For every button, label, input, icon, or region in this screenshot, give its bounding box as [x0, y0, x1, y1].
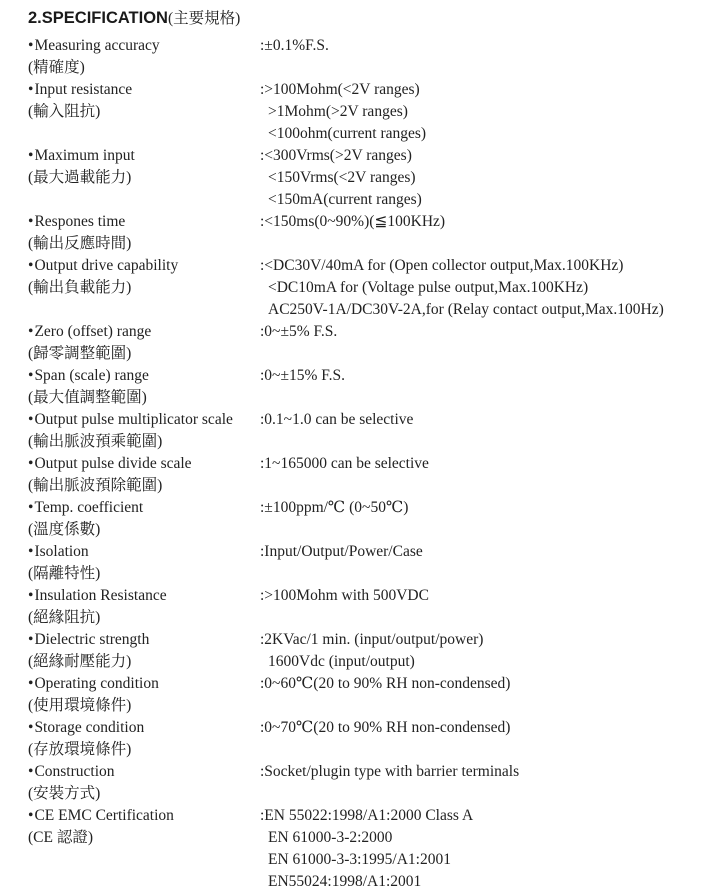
bullet-icon: •	[28, 257, 34, 274]
spec-values	[260, 541, 714, 563]
spec-labels	[28, 79, 260, 123]
spec-labels	[28, 673, 260, 717]
spec-labels	[28, 541, 260, 585]
bullet-icon: •	[28, 499, 34, 516]
spec-label: Insulation Resistance	[34, 587, 167, 604]
spec-values	[260, 321, 714, 343]
spec-label-line	[28, 629, 260, 651]
spec-label-line	[28, 453, 260, 475]
spec-label-line	[28, 79, 260, 101]
heading-title: 2.SPECIFICATION	[28, 9, 168, 27]
spec-row	[28, 255, 714, 321]
spec-labels	[28, 35, 260, 79]
bullet-icon: •	[28, 719, 34, 736]
spec-label-chinese: (溫度係數)	[28, 521, 101, 538]
spec-value: 1600Vdc (input/output)	[268, 653, 415, 670]
spec-row	[28, 35, 714, 79]
spec-label-chinese: (輸入阻抗)	[28, 103, 101, 120]
spec-label-line	[28, 497, 260, 519]
spec-label: Output pulse divide scale	[34, 455, 192, 472]
spec-value: :<DC30V/40mA for (Open collector output,Max.100KHz)	[260, 257, 624, 274]
bullet-icon: •	[28, 675, 34, 692]
spec-labels	[28, 497, 260, 541]
spec-label: Output pulse multiplicator scale	[34, 411, 233, 428]
spec-label-chinese: (安裝方式)	[28, 785, 101, 802]
spec-labels	[28, 453, 260, 497]
spec-value: :1~165000 can be selective	[260, 455, 429, 472]
spec-label: Measuring accuracy	[34, 37, 160, 54]
spec-label: Input resistance	[34, 81, 133, 98]
spec-row	[28, 211, 714, 255]
spec-row	[28, 409, 714, 453]
bullet-icon: •	[28, 543, 34, 560]
spec-label-chinese: (輸出反應時間)	[28, 235, 132, 252]
bullet-icon: •	[28, 763, 34, 780]
spec-values	[260, 673, 714, 695]
spec-label-chinese: (CE 認證)	[28, 829, 94, 846]
spec-label-chinese: (絕緣阻抗)	[28, 609, 101, 626]
spec-label-chinese: (輸出負載能力)	[28, 279, 132, 296]
spec-labels	[28, 629, 260, 673]
spec-label: Maximum input	[34, 147, 135, 164]
spec-label-chinese: (最大過載能力)	[28, 169, 132, 186]
spec-values	[260, 453, 714, 475]
spec-value: EN55024:1998/A1:2001	[268, 873, 422, 890]
spec-label: Construction	[34, 763, 115, 780]
spec-list	[28, 35, 714, 893]
bullet-icon: •	[28, 37, 34, 54]
spec-row	[28, 541, 714, 585]
spec-row	[28, 145, 714, 211]
spec-label-chinese: (絕緣耐壓能力)	[28, 653, 132, 670]
spec-row	[28, 717, 714, 761]
spec-label-line	[28, 211, 260, 233]
spec-label: Storage condition	[34, 719, 145, 736]
spec-labels	[28, 805, 260, 849]
spec-label-chinese: (輸出脈波預乘範圍)	[28, 433, 163, 450]
spec-value: <100ohm(current ranges)	[268, 125, 427, 142]
spec-value: <150mA(current ranges)	[268, 191, 422, 208]
spec-row	[28, 453, 714, 497]
spec-label: Respones time	[34, 213, 126, 230]
spec-label-chinese: (精確度)	[28, 59, 85, 76]
section-heading	[28, 6, 240, 32]
spec-value: :±100ppm/℃ (0~50℃)	[260, 499, 409, 516]
spec-value: :Input/Output/Power/Case	[260, 543, 423, 560]
spec-value: :>100Mohm with 500VDC	[260, 587, 429, 604]
spec-label: Span (scale) range	[34, 367, 149, 384]
spec-label: Dielectric strength	[34, 631, 150, 648]
spec-value: :0~60℃(20 to 90% RH non-condensed)	[260, 675, 511, 692]
bullet-icon: •	[28, 323, 34, 340]
spec-row	[28, 365, 714, 409]
spec-label-line	[28, 409, 260, 431]
spec-label-chinese: (隔離特性)	[28, 565, 101, 582]
spec-values	[260, 145, 714, 211]
spec-values	[260, 409, 714, 431]
spec-label: CE EMC Certification	[34, 807, 174, 824]
spec-values	[260, 79, 714, 145]
spec-value: :0~±5% F.S.	[260, 323, 338, 340]
spec-labels	[28, 585, 260, 629]
spec-label-line	[28, 35, 260, 57]
spec-row	[28, 585, 714, 629]
spec-labels	[28, 717, 260, 761]
spec-label-chinese: (歸零調整範圍)	[28, 345, 132, 362]
spec-value: :<300Vrms(>2V ranges)	[260, 147, 412, 164]
spec-label-line	[28, 321, 260, 343]
spec-values	[260, 761, 714, 783]
spec-label-chinese: (輸出脈波預除範圍)	[28, 477, 163, 494]
spec-value: :0.1~1.0 can be selective	[260, 411, 414, 428]
bullet-icon: •	[28, 587, 34, 604]
bullet-icon: •	[28, 455, 34, 472]
spec-label: Zero (offset) range	[34, 323, 152, 340]
spec-label-chinese: (存放環境條件)	[28, 741, 132, 758]
spec-values	[260, 629, 714, 673]
spec-row	[28, 761, 714, 805]
spec-values	[260, 211, 714, 233]
spec-labels	[28, 211, 260, 255]
spec-labels	[28, 145, 260, 189]
spec-value: EN 61000-3-2:2000	[268, 829, 393, 846]
bullet-icon: •	[28, 81, 34, 98]
spec-label-chinese: (使用環境條件)	[28, 697, 132, 714]
spec-label: Output drive capability	[34, 257, 179, 274]
spec-labels	[28, 761, 260, 805]
spec-values	[260, 35, 714, 57]
spec-label: Isolation	[34, 543, 89, 560]
spec-value: :±0.1%F.S.	[260, 37, 329, 54]
spec-values	[260, 255, 714, 321]
spec-label-line	[28, 585, 260, 607]
spec-values	[260, 717, 714, 739]
spec-value: AC250V-1A/DC30V-2A,for (Relay contact output,Max.100Hz)	[268, 301, 664, 318]
spec-values	[260, 805, 714, 893]
spec-values	[260, 585, 714, 607]
spec-labels	[28, 255, 260, 299]
spec-label-line	[28, 761, 260, 783]
spec-labels	[28, 365, 260, 409]
spec-value: :EN 55022:1998/A1:2000 Class A	[260, 807, 474, 824]
spec-value: :0~±15% F.S.	[260, 367, 345, 384]
spec-row	[28, 321, 714, 365]
heading-title-chinese: (主要規格)	[167, 10, 241, 27]
bullet-icon: •	[28, 807, 34, 824]
spec-value: >1Mohm(>2V ranges)	[268, 103, 408, 120]
spec-row	[28, 79, 714, 145]
spec-row	[28, 673, 714, 717]
spec-label: Temp. coefficient	[34, 499, 144, 516]
spec-label-chinese: (最大值調整範圍)	[28, 389, 147, 406]
spec-values	[260, 365, 714, 387]
bullet-icon: •	[28, 411, 34, 428]
spec-value: :0~70℃(20 to 90% RH non-condensed)	[260, 719, 511, 736]
spec-label: Operating condition	[34, 675, 159, 692]
spec-label-line	[28, 365, 260, 387]
spec-label-line	[28, 255, 260, 277]
spec-value: :<150ms(0~90%)(≦100KHz)	[260, 213, 446, 230]
spec-value: EN 61000-3-3:1995/A1:2001	[268, 851, 451, 868]
bullet-icon: •	[28, 631, 34, 648]
spec-label-line	[28, 541, 260, 563]
spec-values	[260, 497, 714, 519]
spec-value: :>100Mohm(<2V ranges)	[260, 81, 420, 98]
spec-row	[28, 629, 714, 673]
spec-value: <DC10mA for (Voltage pulse output,Max.100KHz)	[268, 279, 589, 296]
spec-value: <150Vrms(<2V ranges)	[268, 169, 416, 186]
spec-row	[28, 497, 714, 541]
spec-label-line	[28, 805, 260, 827]
spec-label-line	[28, 145, 260, 167]
spec-row	[28, 805, 714, 893]
bullet-icon: •	[28, 213, 34, 230]
bullet-icon: •	[28, 367, 34, 384]
spec-value: :2KVac/1 min. (input/output/power)	[260, 631, 484, 648]
spec-label-line	[28, 717, 260, 739]
spec-label-line	[28, 673, 260, 695]
spec-labels	[28, 409, 260, 453]
spec-value: :Socket/plugin type with barrier terminals	[260, 763, 520, 780]
bullet-icon: •	[28, 147, 34, 164]
spec-labels	[28, 321, 260, 365]
